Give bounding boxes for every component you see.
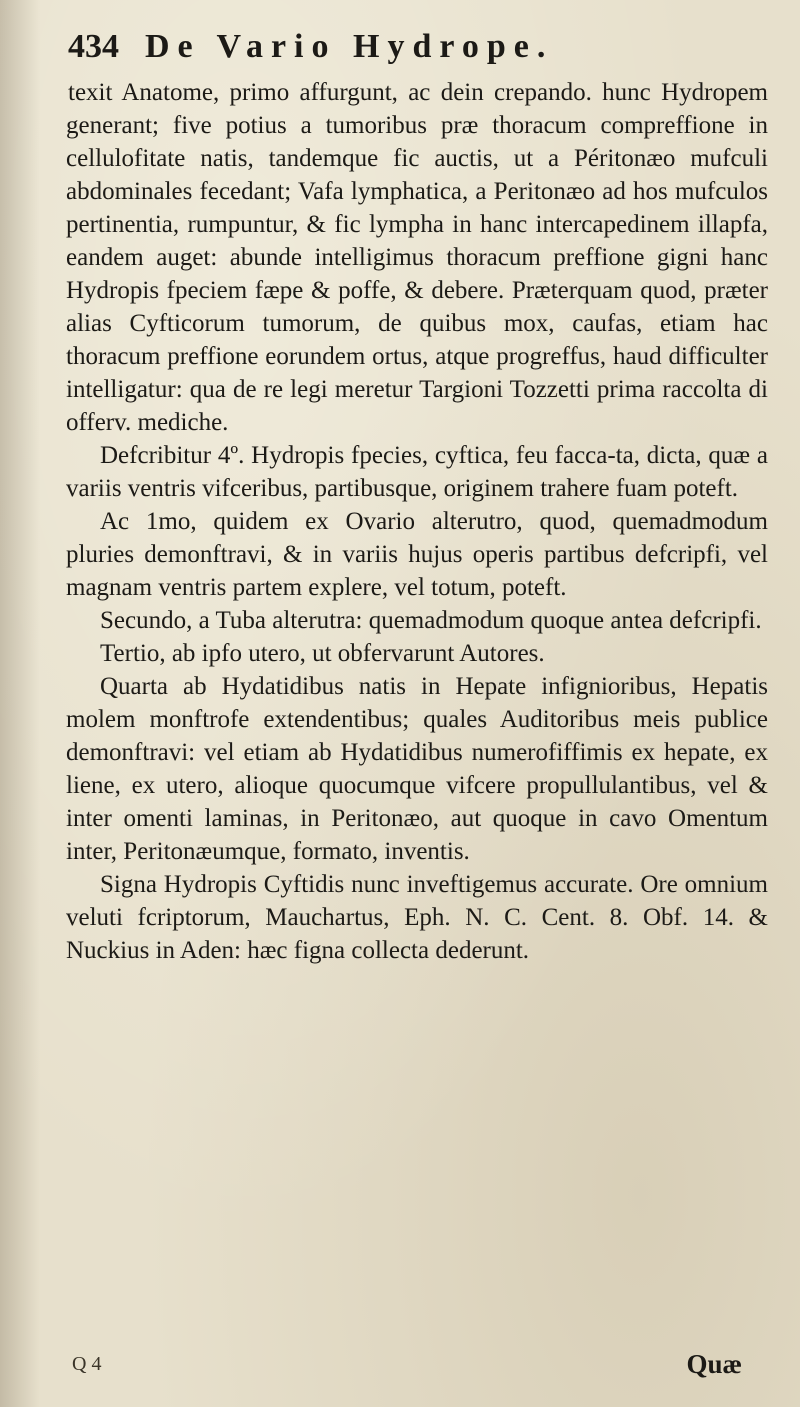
paragraph-hydatidibus: Quarta ab Hydatidibus natis in Hepate infignioribus, Hepatis molem monftrofe extendentibus; quales Auditoribus meis publice demonftravi: vel etiam ab Hydatidibus numerofiffimis ex hepate, ex liene, ex utero, alioque quocumque vifcere propullulantibus, vel & inter omenti laminas, in Peritonæo, aut quoque in cavo Omentum inter, Peritonæumque, formato, inventis. bbox=[66, 673, 768, 865]
body-text bbox=[66, 76, 768, 967]
catchword: Quæ bbox=[686, 1349, 742, 1379]
paragraph-ovario: Ac 1mo, quidem ex Ovario alterutro, quod, quemadmodum pluries demonftravi, & in variis hujus operis partibus defcripfi, vel magnam ventris partem explere, vel totum, poteft. bbox=[66, 508, 768, 601]
paragraph-continued: texit Anatome, primo affurgunt, ac dein crepando. hunc Hydropem generant; five potius a tumoribus præ thoracum compreffione in cellulofitate natis, tandemque fic auctis, ut a Péritonæo mufculi abdominales fecedant; Vafa lymphatica, a Peritonæo ad hos mufculos pertinentia, rumpuntur, & fic lympha in hanc intercapedinem illapfa, eandem auget: abunde intelligimus thoracum preffione gigni hanc Hydropis fpeciem fæpe & poffe, & debere. Præterquam quod, præter alias Cyfticorum tumorum, de quibus mox, caufas, etiam hac thoracum preffione eorundem ortus, atque progreffus, haud difficulter intelligatur: qua de re legi meretur Targioni Tozzetti prima raccolta di offerv. mediche. bbox=[66, 79, 768, 436]
signature-mark: Q 4 bbox=[72, 1353, 102, 1375]
paragraph-tuba: Secundo, a Tuba alterutra: quemadmodum quoque antea defcripfi. bbox=[100, 607, 762, 634]
running-header bbox=[68, 28, 730, 72]
paragraph-utero: Tertio, ab ipfo utero, ut obfervarunt Autores. bbox=[100, 640, 545, 667]
paragraph-signa: Signa Hydropis Cyftidis nunc inveftigemus accurate. Ore omnium veluti fcriptorum, Mauchartus, Eph. N. C. Cent. 8. Obf. 14. & Nuckius in Aden: hæc figna collecta dederunt. bbox=[66, 871, 768, 964]
paragraph-species-cystica: Defcribitur 4º. Hydropis fpecies, cyftica, feu facca-ta, dicta, quæ a variis ventris vifceribus, partibusque, originem trahere fuam poteft. bbox=[66, 442, 768, 502]
page-number: 434 bbox=[68, 28, 119, 65]
running-title: De Vario Hydrope. bbox=[145, 28, 554, 65]
spine-shadow bbox=[0, 0, 40, 1407]
